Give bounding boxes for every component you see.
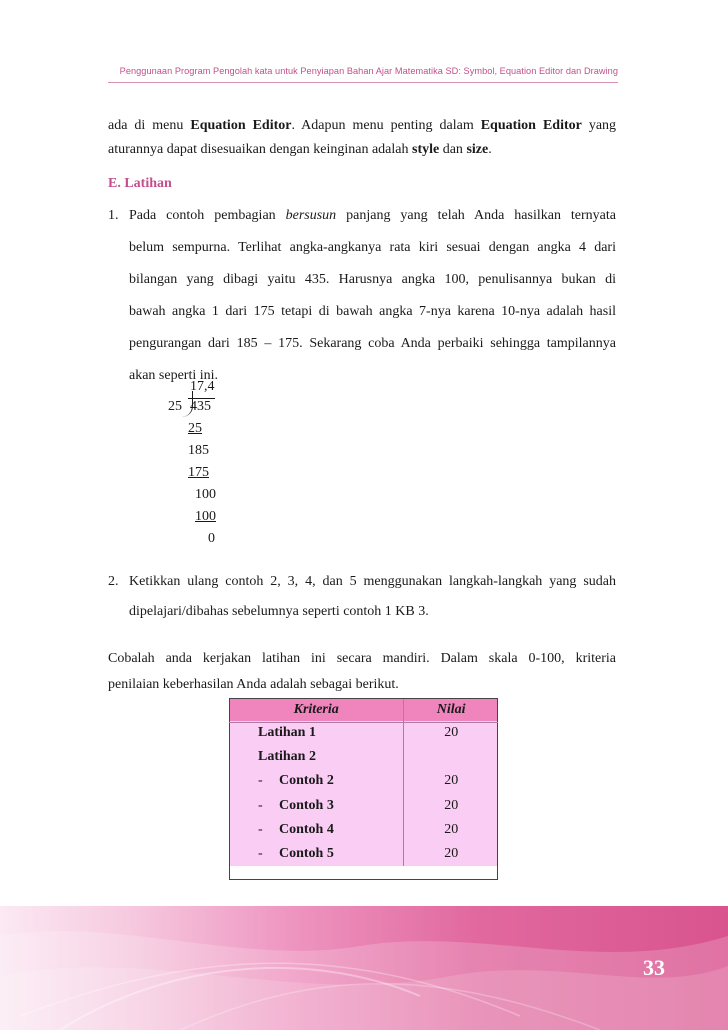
column-header-nilai: Nilai [404, 698, 498, 721]
criteria-cell [229, 794, 404, 818]
page-number: 33 [643, 955, 665, 980]
bullet-dash: - [258, 846, 263, 862]
closing-paragraph [108, 647, 616, 697]
item-1-line: Pada contoh pembagian bersusun panjang yang telah Anda hasilkan ternyata [129, 208, 616, 223]
criteria-label: Contoh 5 [279, 846, 334, 862]
section-heading: E. Latihan [108, 176, 172, 191]
bullet-dash: - [258, 821, 263, 837]
item-1-number: 1. [108, 208, 119, 223]
dividend: 435 [190, 399, 211, 414]
item-1-text [129, 204, 616, 388]
quotient: 17,4 [190, 379, 215, 394]
division-step: 25 [188, 421, 202, 436]
footer-banner [0, 906, 728, 1030]
closing-line: Cobalah anda kerjakan latihan ini secara mandiri. Dalam skala 0-100, kriteria [108, 651, 616, 666]
item-2-line: dipelajari/dibahas sebelumnya seperti contoh 1 KB 3. [129, 604, 429, 619]
item-2-number: 2. [108, 574, 119, 589]
intro-paragraph [108, 114, 616, 162]
divisor: 25 [168, 399, 182, 414]
value-cell: 20 [404, 794, 498, 818]
criteria-label: Contoh 2 [279, 773, 334, 789]
item-1-line: bilangan yang dibagi yaitu 435. Harusnya angka 100, penulisannya bukan di [129, 272, 616, 287]
table-row [229, 842, 498, 866]
value-cell [404, 745, 498, 769]
division-step: 185 [188, 443, 209, 458]
table-row [229, 769, 498, 793]
criteria-label: Contoh 3 [279, 797, 334, 813]
header-divider [108, 82, 618, 83]
criteria-label: Contoh 4 [279, 821, 334, 837]
item-1-line: akan seperti ini. [129, 368, 219, 383]
item-2-text [129, 570, 616, 624]
item-1-line: belum sempurna. Terlihat angka-angkanya rata kiri sesuai dengan angka 4 dari [129, 240, 616, 255]
criteria-label: Latihan 2 [258, 749, 316, 765]
item-1-line: pengurangan dari 185 – 175. Sekarang coba Anda perbaiki sehingga tampilannya [129, 336, 616, 351]
bullet-dash: - [258, 797, 263, 813]
criteria-cell [229, 818, 404, 842]
criteria-table [229, 698, 498, 866]
division-step: 0 [208, 531, 215, 546]
table-row [229, 721, 498, 745]
item-2-line: Ketikkan ulang contoh 2, 3, 4, dan 5 menggunakan langkah-langkah yang sudah [129, 574, 616, 589]
table-row [229, 818, 498, 842]
table-header-row [229, 698, 498, 721]
closing-line: penilaian keberhasilan Anda adalah sebagai berikut. [108, 677, 399, 692]
table-row [229, 794, 498, 818]
criteria-cell [229, 842, 404, 866]
criteria-cell [229, 745, 404, 769]
criteria-cell [229, 721, 404, 745]
item-1-line: bawah angka 1 dari 175 tetapi di bawah angka 7-nya karena 10-nya adalah hasil [129, 304, 616, 319]
intro-line-2: aturannya dapat disesuaikan dengan keinginan adalah style dan size. [108, 142, 492, 157]
column-header-kriteria: Kriteria [229, 698, 404, 721]
division-step: 100 [195, 487, 216, 502]
criteria-label: Latihan 1 [258, 725, 316, 741]
running-header: Penggunaan Program Pengolah kata untuk Penyiapan Bahan Ajar Matematika SD: Symbol, Equation Editor dan Drawing [119, 66, 618, 76]
table-header-divider [229, 722, 498, 723]
value-cell: 20 [404, 818, 498, 842]
division-step: 175 [188, 465, 209, 480]
value-cell: 20 [404, 721, 498, 745]
value-cell: 20 [404, 842, 498, 866]
table-row [229, 745, 498, 769]
footer-wave-decoration [0, 906, 728, 1030]
intro-line-1: ada di menu Equation Editor. Adapun menu penting dalam Equation Editor yang [108, 118, 617, 133]
division-step: 100 [195, 509, 216, 524]
value-cell: 20 [404, 769, 498, 793]
criteria-cell [229, 769, 404, 793]
bullet-dash: - [258, 773, 263, 789]
